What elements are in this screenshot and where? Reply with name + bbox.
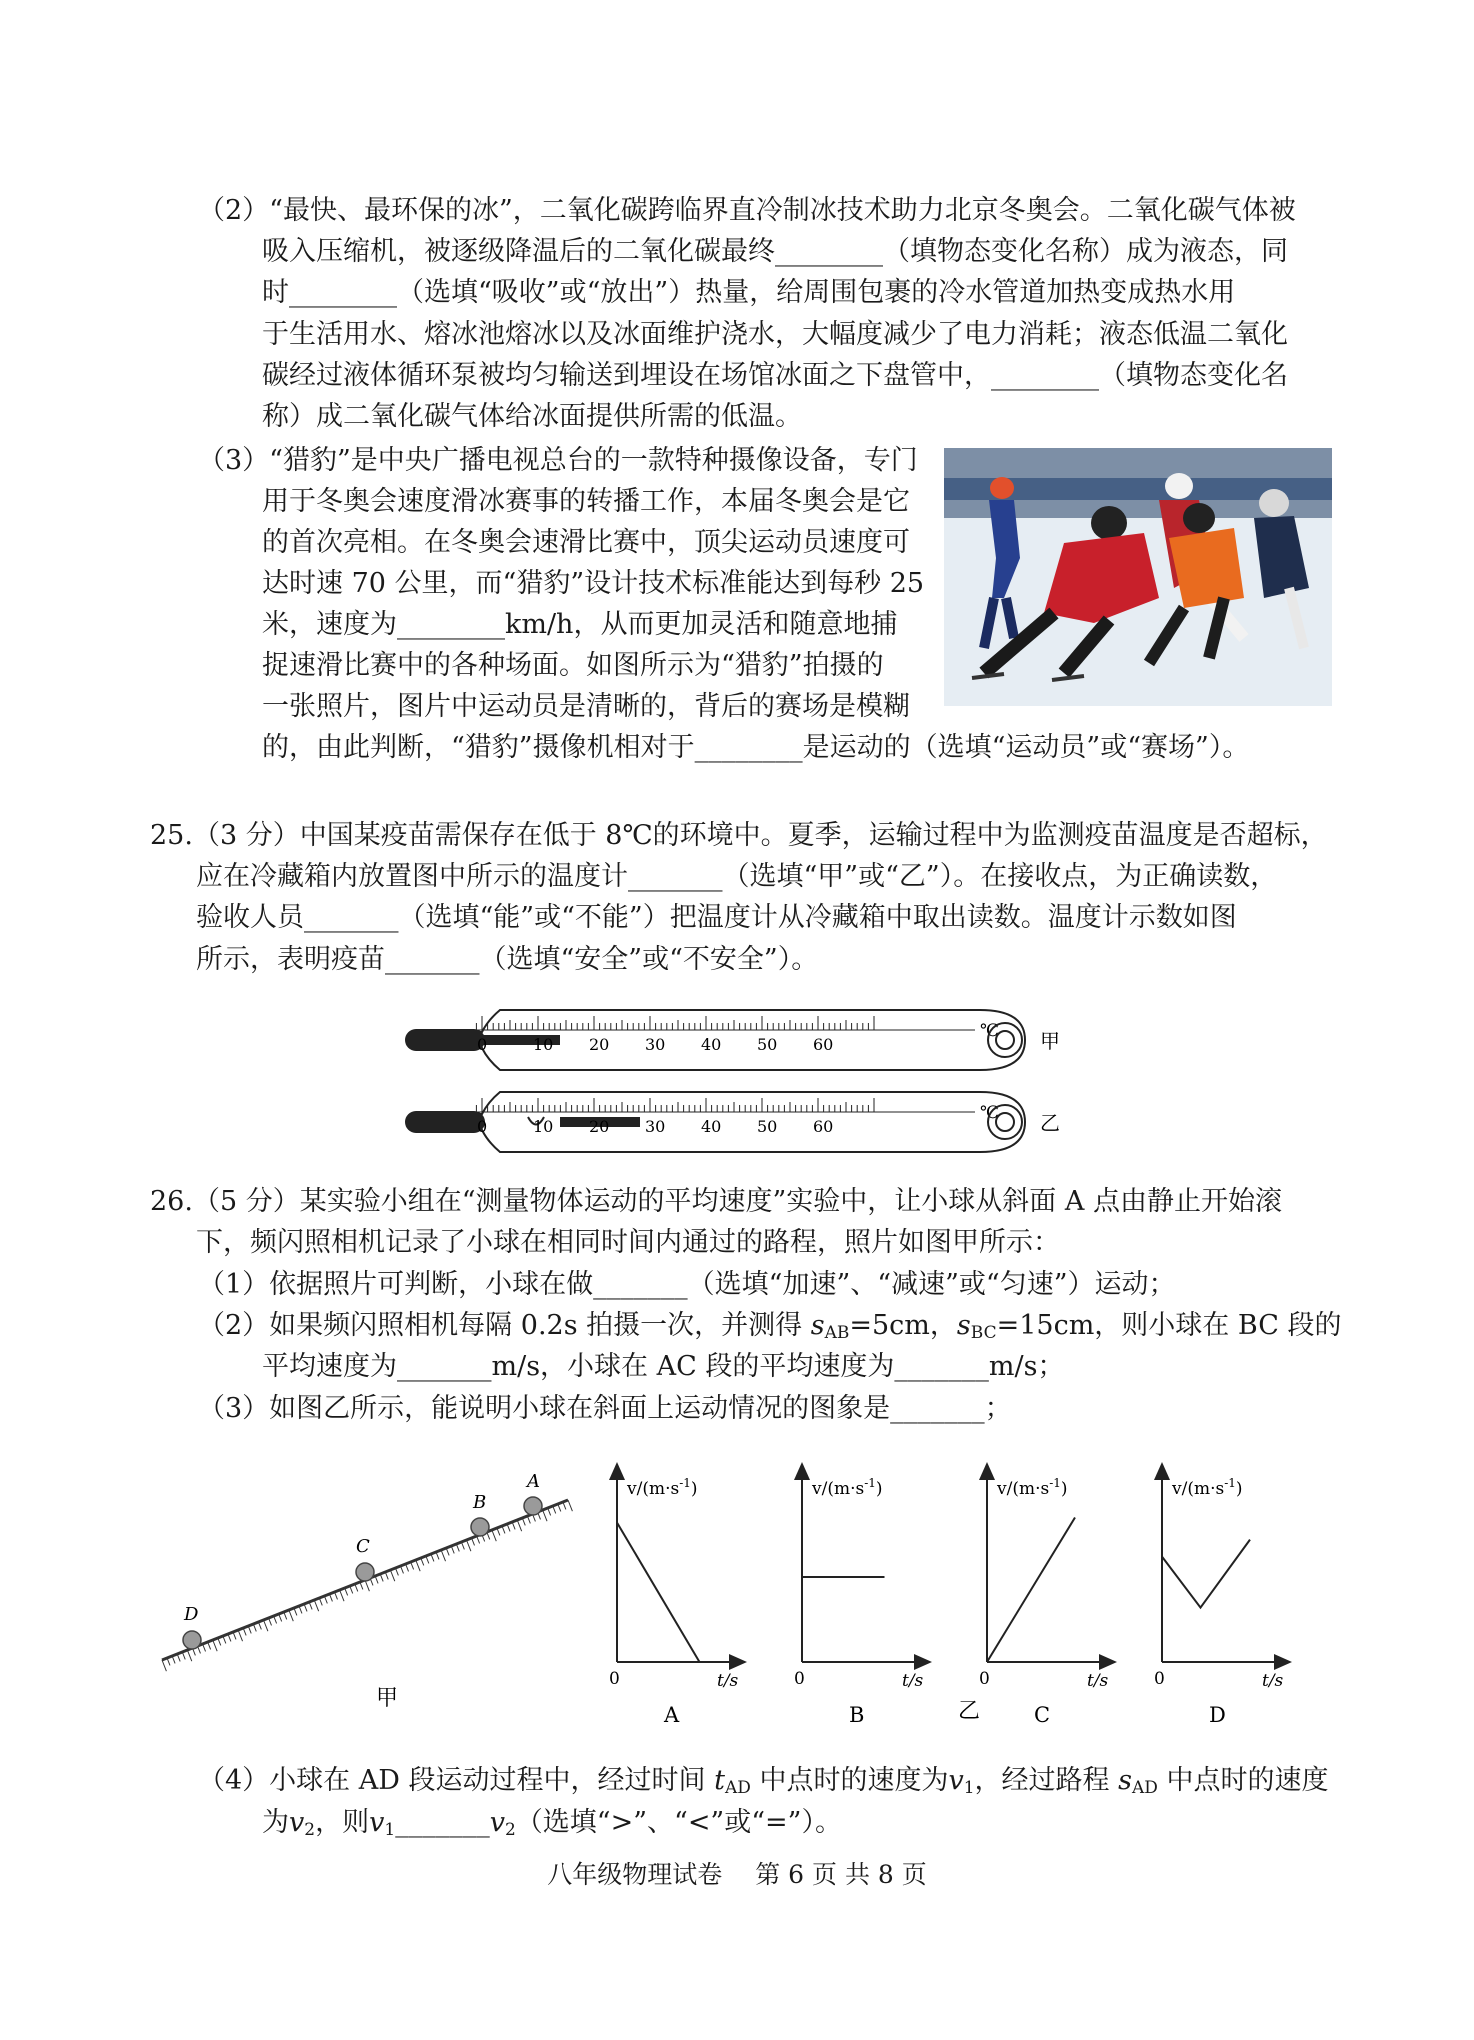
q24-p3-line7: 一张照片，图片中运动员是清晰的，背后的赛场是模糊 — [262, 691, 910, 722]
thermometer-yi-tick-label: 60 — [813, 1117, 834, 1136]
vt-graph-a — [609, 1470, 739, 1727]
figure-yi-caption: 乙 — [958, 1699, 981, 1724]
q25-line3: 验收人员_______（选填“能”或“不能”）把温度计从冷藏箱中取出读数。温度计示数如图 — [196, 902, 1237, 933]
q24-p2-line2: 吸入压缩机，被逐级降温后的二氧化碳最终________（填物态变化名称）成为液态，同 — [262, 236, 1288, 267]
vt-graph-b — [794, 1470, 924, 1727]
vt-graph-line — [617, 1523, 700, 1662]
thermometer-yi-bulb — [405, 1111, 485, 1133]
q24-p3-line3: 的首次亮相。在冬奥会速滑比赛中，顶尖运动员速度可 — [262, 527, 910, 558]
thermometer-yi-unit: ℃ — [980, 1103, 1000, 1123]
q26-line2: 下，频闪照相机记录了小球在相同时间内通过的路程，照片如图甲所示： — [196, 1227, 1060, 1258]
speed-skating-photo — [944, 448, 1332, 706]
thermometer-yi-tick-label: 40 — [701, 1117, 722, 1136]
thermometer-jia-tick-label: 0 — [477, 1035, 488, 1054]
vt-origin: 0 — [979, 1669, 990, 1689]
q24-p3-line4: 达时速 70 公里，而“猎豹”设计技术标准能达到每秒 25 — [262, 568, 925, 599]
q24-p2-line6: 称）成二氧化碳气体给冰面提供所需的低温。 — [262, 401, 802, 432]
vt-graphs-figure-yi — [590, 1440, 1330, 1730]
q24-p3-line5: 米，速度为________km/h，从而更加灵活和随意地捕 — [262, 609, 898, 640]
incline-ruler-ticks — [162, 1500, 572, 1671]
point-label-d: D — [184, 1604, 199, 1625]
thermometer-yi-tick-label: 10 — [533, 1117, 554, 1136]
page-footer: 八年级物理试卷 第 6 页 共 8 页 — [547, 1860, 927, 1889]
q24-p2-line1: （2）“最快、最环保的冰”，二氧化碳跨临界直冷制冰技术助力北京冬奥会。二氧化碳气体被 — [198, 195, 1296, 226]
incline-figure-jia — [150, 1440, 580, 1720]
thermometer-jia-tick-label: 40 — [701, 1035, 722, 1054]
vt-origin: 0 — [794, 1669, 805, 1689]
q24-p3-line2: 用于冬奥会速度滑冰赛事的转播工作，本届冬奥会是它 — [262, 486, 910, 517]
vt-axis-ylabel: $v/(m\cdot s^{-1})$ — [997, 1476, 1068, 1499]
q26-part4-line1: （4）小球在 AD 段运动过程中，经过时间 $t_{AD}$ 中点时的速度为$v_1$，经过路程 $s_{AD}$ 中点时的速度 — [198, 1765, 1329, 1798]
q26-part3: （3）如图乙所示，能说明小球在斜面上运动情况的图象是_______； — [198, 1393, 1012, 1424]
thermometer-yi-tick-label: 30 — [645, 1117, 666, 1136]
vt-origin: 0 — [1154, 1669, 1165, 1689]
q26-part4-line2: 为$v_2$，则$v_1\_\_\_\_\_\_\_v_2$（选填“>”、“<”或“=”）。 — [262, 1807, 842, 1840]
vt-graph-c — [979, 1470, 1109, 1727]
q24-p3-line6: 捉速滑比赛中的各种场面。如图所示为“猎豹”拍摄的 — [262, 650, 884, 681]
ball-c — [356, 1563, 374, 1581]
q26-line1: 26.（5 分）某实验小组在“测量物体运动的平均速度”实验中，让小球从斜面 A 点由静止开始滚 — [150, 1186, 1282, 1217]
point-label-c: C — [356, 1536, 370, 1557]
point-label-a: A — [527, 1471, 540, 1492]
vt-graph-d — [1154, 1470, 1284, 1727]
q24-p2-line5: 碳经过液体循环泵被均匀输送到埋设在场馆冰面之下盘管中，________（填物态变化名 — [262, 360, 1288, 391]
thermometer-jia-tick-label: 10 — [533, 1035, 554, 1054]
vt-axis-ylabel: $v/(m\cdot s^{-1})$ — [627, 1476, 698, 1499]
thermometer-yi — [405, 1092, 1060, 1152]
thermometers-figure — [400, 1000, 1100, 1160]
thermometer-yi-tick-label: 20 — [589, 1117, 610, 1136]
q24-p3-line8: 的，由此判断，“猎豹”摄像机相对于________是运动的（选填“运动员”或“赛场”）。 — [262, 732, 1250, 763]
vt-axis-xlabel: t/s — [1262, 1671, 1284, 1691]
q25-line4: 所示，表明疫苗_______（选填“安全”或“不安全”）。 — [196, 944, 819, 975]
q24-p3-line1: （3）“猎豹”是中央广播电视总台的一款特种摄像设备，专门 — [198, 445, 918, 476]
q25-line2: 应在冷藏箱内放置图中所示的温度计_______（选填“甲”或“乙”）。在接收点，为正确读数， — [196, 861, 1278, 892]
vt-axis-xlabel: t/s — [902, 1671, 924, 1691]
thermometer-jia-tick-label: 30 — [645, 1035, 666, 1054]
vt-axis-ylabel: $v/(m\cdot s^{-1})$ — [1172, 1476, 1243, 1499]
thermometer-yi-label: 乙 — [1040, 1111, 1060, 1135]
vt-graph-caption: B — [849, 1703, 865, 1727]
point-label-b: B — [473, 1492, 487, 1513]
thermometer-jia-bulb — [405, 1029, 485, 1051]
vt-axis-xlabel: t/s — [1087, 1671, 1109, 1691]
vt-graph-caption: C — [1034, 1703, 1051, 1727]
thermometer-yi-tick-label: 50 — [757, 1117, 778, 1136]
ball-d — [183, 1631, 201, 1649]
ball-a — [524, 1497, 542, 1515]
vt-axis-ylabel: $v/(m\cdot s^{-1})$ — [812, 1476, 883, 1499]
thermometer-yi-tick-label: 0 — [477, 1117, 488, 1136]
figure-jia-caption: 甲 — [376, 1686, 399, 1711]
q24-p2-line4: 于生活用水、熔冰池熔冰以及冰面维护浇水，大幅度减少了电力消耗；液态低温二氧化 — [262, 319, 1288, 350]
q26-part2-line1: （2）如果频闪照相机每隔 0.2s 拍摄一次，并测得 $s_{AB}=5cm$，$s_{BC}=15cm$，则小球在 BC 段的 — [198, 1310, 1342, 1343]
q24-p2-line3: 时________（选填“吸收”或“放出”）热量，给周围包裹的冷水管道加热变成热水用 — [262, 277, 1236, 308]
q26-part2-line2: 平均速度为_______m/s，小球在 AC 段的平均速度为_______m/s； — [262, 1351, 1065, 1382]
vt-graph-line — [1162, 1540, 1250, 1608]
q25-line1: 25.（3 分）中国某疫苗需保存在低于 8℃的环境中。夏季，运输过程中为监测疫苗温度是否超标， — [150, 820, 1328, 851]
vt-graph-line — [987, 1518, 1075, 1663]
ball-b — [471, 1518, 489, 1536]
speed-skating-illustration — [944, 448, 1332, 706]
vt-graph-caption: A — [664, 1703, 680, 1727]
q26-part1: （1）依据照片可判断，小球在做_______（选填“加速”、“减速”或“匀速”）运动； — [198, 1269, 1176, 1300]
thermometer-jia-tick-label: 60 — [813, 1035, 834, 1054]
vt-origin: 0 — [609, 1669, 620, 1689]
thermometer-jia-unit: ℃ — [980, 1021, 1000, 1041]
vt-axis-xlabel: t/s — [717, 1671, 739, 1691]
thermometer-jia-tick-label: 20 — [589, 1035, 610, 1054]
thermometer-jia-tick-label: 50 — [757, 1035, 778, 1054]
thermometer-jia — [405, 1010, 1060, 1070]
vt-graph-caption: D — [1209, 1703, 1226, 1727]
thermometer-jia-label: 甲 — [1040, 1029, 1060, 1053]
